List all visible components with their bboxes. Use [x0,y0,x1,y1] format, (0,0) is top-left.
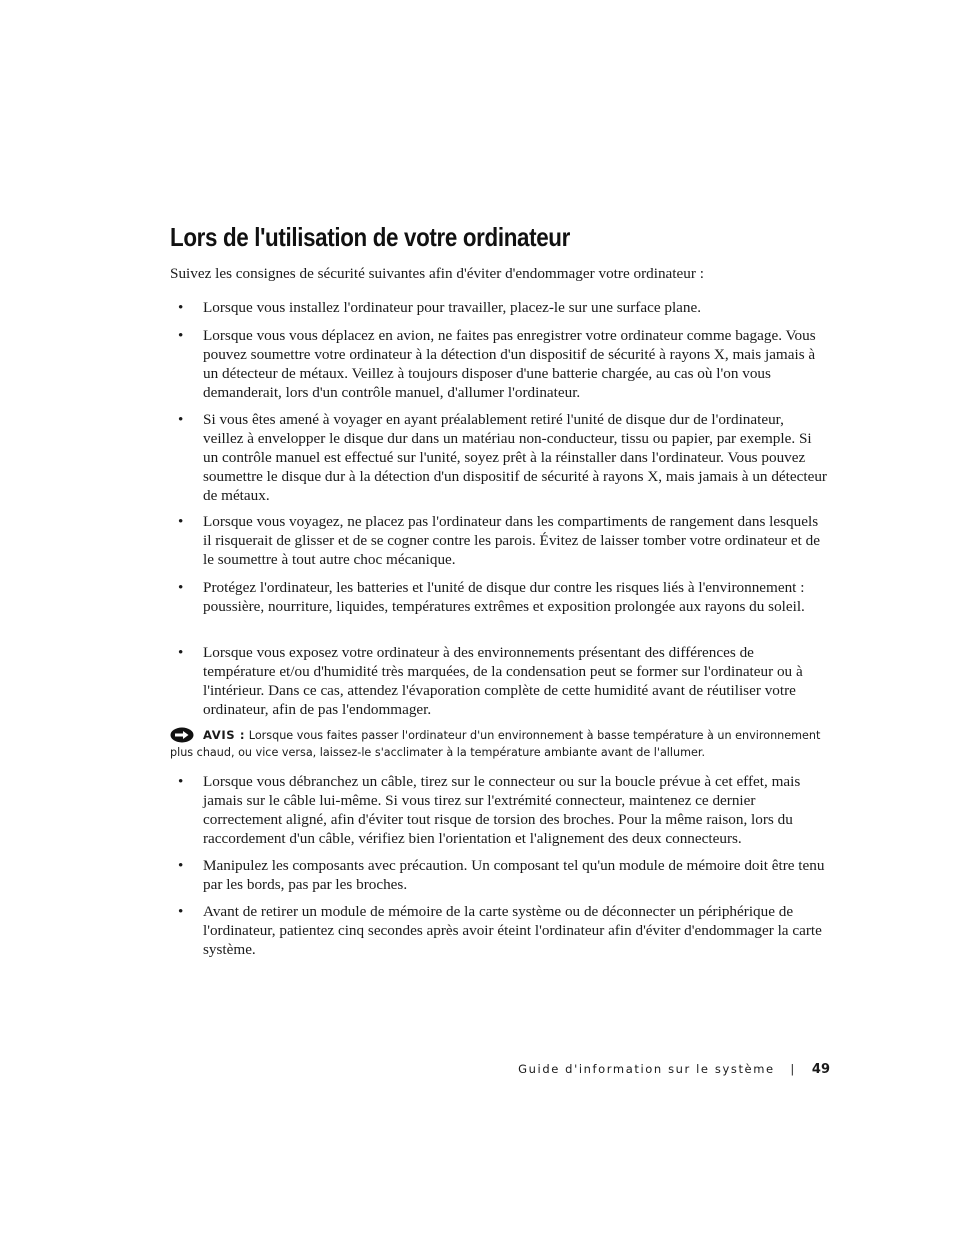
page-heading: Lors de l'utilisation de votre ordinateur [170,222,570,252]
list-item [170,578,830,616]
list-item-text: Lorsque vous débranchez un câble, tirez sur le connecteur ou sur la boucle prévue à cet effet, mais jamais sur le câble lui-même. Si vous tirez sur l'extrémité connecteur, maintenez ce dernier correctement aligné, afin d'éviter tout risque de torsion des broches. Pour la même raison, lors du raccordement d'un câble, vérifiez bien l'orientation et l'alignement des deux connecteurs. [203,773,801,847]
list-item-text: Lorsque vous vous déplacez en avion, ne faites pas enregistrer votre ordinateur comme bagage. Vous pouvez soumettre votre ordinateur à la détection d'un dispositif de sécurité à rayons X, mais jamais à un détecteur de métaux. Veillez à toujours disposer d'une batterie chargée, au cas où l'on vous demanderait, lors d'un contrôle manuel, d'allumer l'ordinateur. [203,327,816,401]
bullet-icon: • [178,644,184,661]
list-item-text: Lorsque vous exposez votre ordinateur à des environnements présentant des différences de température et/ou d'humidité très marquées, de la condensation peut se former sur l'ordinateur ou à l'intérieur. Dans ce cas, attendez l'évaporation complète de cette humidité avant de réutiliser votre ordinateur, afin de pas l'endommager. [203,644,803,718]
bullet-icon: • [178,857,184,874]
list-item-text: Manipulez les composants avec précaution. Un composant tel qu'un module de mémoire doit être tenu par les bords, pas par les broches. [203,857,825,893]
page-number: 49 [811,1062,830,1077]
notice-arrow-icon [170,727,194,743]
list-item [170,772,830,848]
list-item [170,512,830,569]
bullet-icon: • [178,411,184,428]
bullet-icon: • [178,903,184,920]
notice-box [170,727,830,761]
list-item-text: Lorsque vous voyagez, ne placez pas l'ordinateur dans les compartiments de rangement dans lesquels il risquerait de glisser et de se cogner contre les parois. Évitez de laisser tomber votre ordinateur et de le soumettre à tout autre choc mécanique. [203,513,820,568]
footer-title: Guide d'information sur le système [518,1062,775,1076]
bullet-icon: • [178,299,184,316]
list-item [170,643,830,719]
list-item [170,856,830,894]
bullet-icon: • [178,513,184,530]
list-item-text: Lorsque vous installez l'ordinateur pour travailler, placez-le sur une surface plane. [203,299,702,316]
list-item [170,326,830,402]
bullet-icon: • [178,579,184,596]
notice-text: Lorsque vous faites passer l'ordinateur d'un environnement à basse température à un environnement plus chaud, ou vice versa, laissez-le s'acclimater à la température ambiante avant de l'allumer. [170,729,821,759]
list-item-text: Avant de retirer un module de mémoire de la carte système ou de déconnecter un périphérique de l'ordinateur, patientez cinq secondes après avoir éteint l'ordinateur afin d'éviter d'endommager la carte système. [203,903,822,958]
bullet-icon: • [178,327,184,344]
list-item [170,902,830,959]
list-item [170,410,830,505]
list-item [170,298,830,317]
list-item-text: Si vous êtes amené à voyager en ayant préalablement retiré l'unité de disque dur de l'ordinateur, veillez à envelopper le disque dur dans un matériau non-conducteur, tissu ou papier, par exemple. Si un contrôle manuel est effectué sur l'unité, soyez prêt à la réinstaller dans l'ordinateur. Vous pouvez soumettre le disque dur à la détection d'un dispositif de sécurité à rayons X, mais jamais à un détecteur de métaux. [203,411,827,504]
page-footer [518,1062,830,1077]
intro-paragraph: Suivez les consignes de sécurité suivantes afin d'éviter d'endommager votre ordinateur : [170,265,704,282]
list-item-text: Protégez l'ordinateur, les batteries et l'unité de disque dur contre les risques liés à l'environnement : poussière, nourriture, liquides, températures extrêmes et exposition prolongée aux rayons du soleil. [203,579,805,615]
notice-label: AVIS : [203,728,246,742]
bullet-icon: • [178,773,184,790]
footer-separator: | [790,1062,795,1076]
